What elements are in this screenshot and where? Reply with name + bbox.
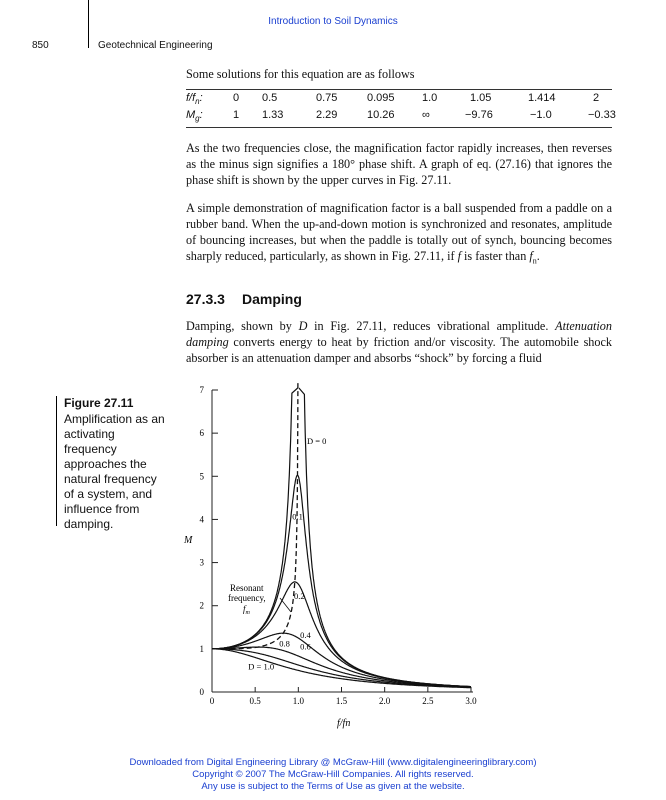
figure-label: Figure 27.11 — [64, 396, 134, 410]
resonant-frequency-line — [231, 383, 298, 649]
y-tick-label: 1 — [199, 643, 204, 654]
table-cell: 0.75 — [316, 92, 338, 104]
x-tick-label: 1.0 — [292, 696, 304, 706]
y-axis-label: M — [184, 535, 193, 546]
annotation-resonant: Resonant — [230, 583, 264, 593]
table-cell: −0.33 — [588, 109, 616, 121]
table-cell: 2 — [593, 92, 600, 104]
annotation-fm: $f_m$ — [243, 604, 250, 616]
x-tick-label: 1.5 — [335, 696, 348, 706]
x-axis-label: f/fn — [337, 718, 351, 729]
table-cell: 10.26 — [367, 109, 395, 121]
y-tick-label: 2 — [199, 600, 204, 611]
x-tick-label: 0.5 — [249, 696, 261, 706]
intro-text: Some solutions for this equation are as follows — [186, 67, 415, 81]
y-tick-label: 3 — [199, 557, 204, 568]
series-curve-0 — [212, 388, 471, 687]
table-cell: 1.0 — [422, 92, 438, 104]
figure-caption-bar — [56, 396, 57, 526]
annotation-frequency: frequency, — [228, 593, 266, 603]
book-title: Geotechnical Engineering — [98, 40, 213, 51]
table-cell: ∞ — [422, 109, 430, 121]
series-label: 0.2 — [294, 591, 305, 602]
series-label: 0.8 — [279, 638, 290, 649]
section-heading: 27.3.3 Damping — [186, 291, 302, 307]
figure-caption: Amplification as an activating frequency approaches the natural frequency of a system, and influence from damping. — [64, 412, 165, 531]
running-title: Introduction to Soil Dynamics — [268, 16, 398, 27]
table-cell: 0.095 — [367, 92, 395, 104]
series-label: 0.1 — [292, 511, 303, 522]
table-cell: 2.29 — [316, 109, 338, 121]
table-cell: 1.05 — [470, 92, 492, 104]
footer-terms[interactable]: Any use is subject to the Terms of Use as given at the website. — [201, 781, 465, 792]
table-top-rule — [186, 89, 612, 90]
paragraph-3: Damping, shown by D in Fig. 27.11, reduces vibrational amplitude. Attenuation damping converts energy to heat by friction and/or viscosity. The automobile shock absorber is an attenuation damper and absorbs “shock” by forcing a fluid — [186, 319, 612, 365]
y-tick-label: 6 — [199, 428, 204, 439]
magnification-chart — [170, 380, 490, 750]
row-label: $f/f_n$: — [186, 92, 203, 107]
x-tick-label: 3.0 — [465, 696, 477, 706]
y-tick-label: 5 — [199, 471, 204, 482]
table-cell: 0 — [233, 92, 240, 104]
table-cell: 1.414 — [528, 92, 556, 104]
y-tick-label: 4 — [199, 514, 204, 525]
annotation-pointer — [280, 598, 291, 612]
row-label: $M_g$: — [186, 109, 203, 124]
series-label: D = 0 — [307, 435, 327, 446]
series-label: 0.4 — [300, 630, 311, 641]
paragraph-2: A simple demonstration of magnification factor is a ball suspended from a paddle on a rubber band. When the up-and-down motion is synchronized and resonates, amplitude of bouncing increases, but when the paddle is totally out of synch, bouncing becomes sharply reduced, particularly, as shown in Fig. 27.11, if f is faster than $f_n$. — [186, 201, 612, 266]
table-cell: 0.5 — [262, 92, 278, 104]
table-bottom-rule — [186, 127, 612, 128]
header-divider — [88, 0, 89, 48]
x-tick-label: 0 — [209, 696, 215, 706]
page-number: 850 — [32, 40, 49, 51]
table-cell: −9.76 — [465, 109, 493, 121]
y-tick-label: 0 — [199, 687, 204, 697]
series-label: 0.6 — [300, 641, 311, 652]
y-tick-label: 7 — [199, 385, 204, 395]
series-curve-0.1 — [212, 475, 471, 686]
footer-copyright: Copyright © 2007 The McGraw-Hill Companies. All rights reserved. — [192, 769, 474, 780]
table-cell: 1 — [233, 109, 240, 121]
table-cell: −1.0 — [530, 109, 552, 121]
footer-download[interactable]: Downloaded from Digital Engineering Library @ McGraw-Hill (www.digitalengineeringlibrary.com) — [129, 757, 537, 768]
series-label: D = 1.0 — [248, 661, 275, 672]
paragraph-1: As the two frequencies close, the magnification factor rapidly increases, then reverses as the minus sign signifies a 180° phase shift. A graph of eq. (27.16) that ignores the phase shift is shown by the upper curves in Fig. 27.11. — [186, 141, 612, 187]
table-cell: 1.33 — [262, 109, 284, 121]
x-tick-label: 2.0 — [379, 696, 391, 706]
x-tick-label: 2.5 — [422, 696, 434, 706]
